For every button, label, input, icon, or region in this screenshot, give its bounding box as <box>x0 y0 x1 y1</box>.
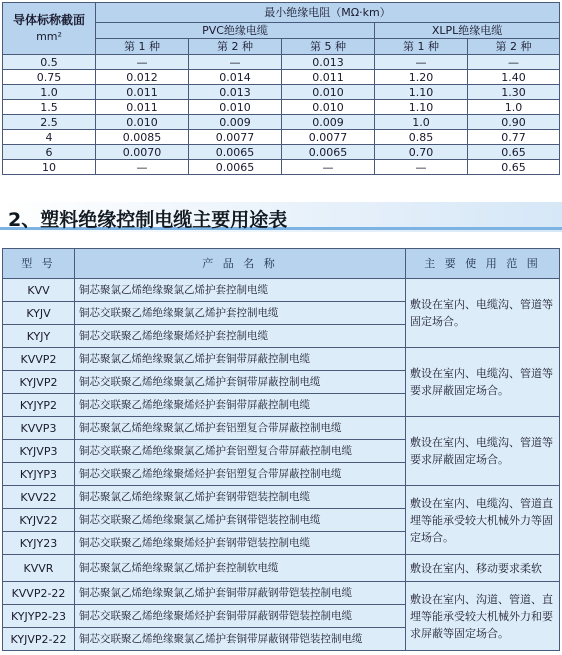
resistance-cell: 0.0065 <box>282 145 375 160</box>
resistance-cell: 0.011 <box>96 100 189 115</box>
resistance-cell: — <box>375 160 468 175</box>
usage-header: 主 要 使 用 范 围 <box>406 249 560 279</box>
product-name-cell: 铜芯交联聚乙烯绝缘聚氯乙烯护套铜带屏蔽控制电缆 <box>75 371 406 394</box>
resistance-cell: 0.011 <box>96 85 189 100</box>
size-cell: 6 <box>3 145 96 160</box>
model-cell: KVVP3 <box>3 417 75 440</box>
table-row <box>3 555 560 582</box>
model-cell: KYJVP3 <box>3 440 75 463</box>
table-row <box>3 55 560 70</box>
size-header-unit: mm² <box>36 30 62 43</box>
table-row <box>3 160 560 175</box>
resistance-cell: 0.010 <box>96 115 189 130</box>
usage-table <box>2 248 560 651</box>
table-row <box>3 130 560 145</box>
model-cell: KYJVP2 <box>3 371 75 394</box>
size-cell: 0.5 <box>3 55 96 70</box>
table-row <box>3 279 560 302</box>
size-cell: 1.0 <box>3 85 96 100</box>
pvc-type-5: 第 5 种 <box>282 39 375 55</box>
model-cell: KYJYP2-23 <box>3 605 75 628</box>
resistance-cell: 0.013 <box>282 55 375 70</box>
table-row <box>3 85 560 100</box>
product-name-cell: 铜芯交联聚乙烯绝缘聚氯乙烯护套钢带铠装控制电缆 <box>75 509 406 532</box>
resistance-cell: — <box>282 160 375 175</box>
resistance-header: 最小绝缘电阻（MΩ·km） <box>96 3 560 23</box>
pvc-type-2: 第 2 种 <box>189 39 282 55</box>
resistance-cell: — <box>375 55 468 70</box>
product-name-cell: 铜芯聚氯乙烯绝缘聚氯乙烯护套铝塑复合带屏蔽控制电缆 <box>75 417 406 440</box>
model-cell: KVVR <box>3 555 75 582</box>
product-name-cell: 铜芯交联聚乙烯绝缘聚烯烃护套钢带铠装控制电缆 <box>75 532 406 555</box>
size-cell: 10 <box>3 160 96 175</box>
table-row <box>3 70 560 85</box>
size-header <box>3 3 96 55</box>
product-name-cell: 铜芯交联聚乙烯绝缘聚氯乙烯护套控制电缆 <box>75 302 406 325</box>
product-name-cell: 铜芯聚氯乙烯绝缘聚氯乙烯护套铜带屏蔽控制电缆 <box>75 348 406 371</box>
usage-cell: 敷设在室内、移动要求柔软 <box>406 555 560 582</box>
resistance-cell: 0.85 <box>375 130 468 145</box>
resistance-cell: 0.0065 <box>189 160 282 175</box>
size-cell: 1.5 <box>3 100 96 115</box>
product-name-cell: 铜芯交联聚乙烯绝缘聚氯乙烯护套铜带屏蔽钢带铠装控制电缆 <box>75 628 406 651</box>
product-name-header: 产 品 名 称 <box>75 249 406 279</box>
xlpe-type-1: 第 1 种 <box>375 39 468 55</box>
model-cell: KVVP2 <box>3 348 75 371</box>
resistance-cell: — <box>96 160 189 175</box>
pvc-header: PVC绝缘电缆 <box>96 23 375 39</box>
model-cell: KYJV <box>3 302 75 325</box>
insulation-resistance-table <box>2 2 560 175</box>
resistance-cell: 0.012 <box>96 70 189 85</box>
table-row <box>3 115 560 130</box>
resistance-cell: — <box>189 55 282 70</box>
insulation-table-body <box>3 55 560 175</box>
table-row <box>3 486 560 509</box>
product-name-cell: 铜芯聚氯乙烯绝缘聚氯乙烯护套控制软电缆 <box>75 555 406 582</box>
resistance-cell: 0.70 <box>375 145 468 160</box>
xlpe-type-2: 第 2 种 <box>468 39 560 55</box>
resistance-cell: 0.009 <box>282 115 375 130</box>
product-name-cell: 铜芯聚氯乙烯绝缘聚氯乙烯护套铜带屏蔽钢带铠装控制电缆 <box>75 582 406 605</box>
model-header: 型 号 <box>3 249 75 279</box>
product-name-cell: 铜芯聚氯乙烯绝缘聚氯乙烯护套控制电缆 <box>75 279 406 302</box>
resistance-cell: 0.65 <box>468 160 560 175</box>
resistance-cell: 0.010 <box>189 100 282 115</box>
resistance-cell: 0.0077 <box>189 130 282 145</box>
resistance-cell: 1.10 <box>375 85 468 100</box>
table-row <box>3 145 560 160</box>
model-cell: KVV22 <box>3 486 75 509</box>
model-cell: KYJY <box>3 325 75 348</box>
model-cell: KVVP2-22 <box>3 582 75 605</box>
resistance-cell: 1.30 <box>468 85 560 100</box>
product-name-cell: 铜芯聚氯乙烯绝缘聚氯乙烯护套钢带铠装控制电缆 <box>75 486 406 509</box>
product-name-cell: 铜芯交联聚乙烯绝缘聚烯烃护套控制电缆 <box>75 325 406 348</box>
model-cell: KYJYP3 <box>3 463 75 486</box>
product-name-cell: 铜芯交联聚乙烯绝缘聚烯烃护套铝塑复合带屏蔽控制电缆 <box>75 463 406 486</box>
usage-cell: 敷设在室内、电缆沟、管道直埋等能承受较大机械外力等固定场合。 <box>406 486 560 555</box>
model-cell: KYJVP2-22 <box>3 628 75 651</box>
product-name-cell: 铜芯交联聚乙烯绝缘聚烯烃护套铜带屏蔽钢带铠装控制电缆 <box>75 605 406 628</box>
product-name-cell: 铜芯交联聚乙烯绝缘聚烯烃护套铜带屏蔽控制电缆 <box>75 394 406 417</box>
resistance-cell: 0.0077 <box>282 130 375 145</box>
resistance-cell: 0.90 <box>468 115 560 130</box>
resistance-cell: 0.013 <box>189 85 282 100</box>
resistance-cell: 1.40 <box>468 70 560 85</box>
resistance-cell: — <box>468 55 560 70</box>
resistance-cell: 1.20 <box>375 70 468 85</box>
table-row <box>3 348 560 371</box>
section-title: 2、塑料绝缘控制电缆主要用途表 <box>8 209 288 231</box>
model-cell: KVV <box>3 279 75 302</box>
resistance-cell: 0.0065 <box>189 145 282 160</box>
size-cell: 4 <box>3 130 96 145</box>
table-row <box>3 582 560 605</box>
resistance-cell: 0.011 <box>282 70 375 85</box>
resistance-cell: 1.10 <box>375 100 468 115</box>
usage-cell: 敷设在室内、沟道、管道、直埋等能承受较大机械外力和要求屏蔽等固定场合。 <box>406 582 560 651</box>
resistance-cell: — <box>96 55 189 70</box>
model-cell: KYJV22 <box>3 509 75 532</box>
usage-table-body <box>3 279 560 651</box>
usage-cell: 敷设在室内、电缆沟、管道等要求屏蔽固定场合。 <box>406 348 560 417</box>
size-header-label: 导体标称截面 <box>12 13 85 27</box>
resistance-cell: 1.0 <box>468 100 560 115</box>
resistance-cell: 0.0085 <box>96 130 189 145</box>
size-cell: 2.5 <box>3 115 96 130</box>
resistance-cell: 0.014 <box>189 70 282 85</box>
product-name-cell: 铜芯交联聚乙烯绝缘聚氯乙烯护套铝塑复合带屏蔽控制电缆 <box>75 440 406 463</box>
usage-cell: 敷设在室内、电缆沟、管道等要求屏蔽固定场合。 <box>406 417 560 486</box>
resistance-cell: 0.77 <box>468 130 560 145</box>
model-cell: KYJY23 <box>3 532 75 555</box>
table-row <box>3 417 560 440</box>
xlpe-header: XLPL绝缘电缆 <box>375 23 560 39</box>
pvc-type-1: 第 1 种 <box>96 39 189 55</box>
resistance-cell: 0.009 <box>189 115 282 130</box>
resistance-cell: 0.0070 <box>96 145 189 160</box>
resistance-cell: 0.010 <box>282 85 375 100</box>
section-header <box>0 202 562 232</box>
table-row <box>3 100 560 115</box>
usage-cell: 敷设在室内、电缆沟、管道等固定场合。 <box>406 279 560 348</box>
resistance-cell: 0.010 <box>282 100 375 115</box>
resistance-cell: 0.65 <box>468 145 560 160</box>
model-cell: KYJYP2 <box>3 394 75 417</box>
size-cell: 0.75 <box>3 70 96 85</box>
resistance-cell: 1.0 <box>375 115 468 130</box>
